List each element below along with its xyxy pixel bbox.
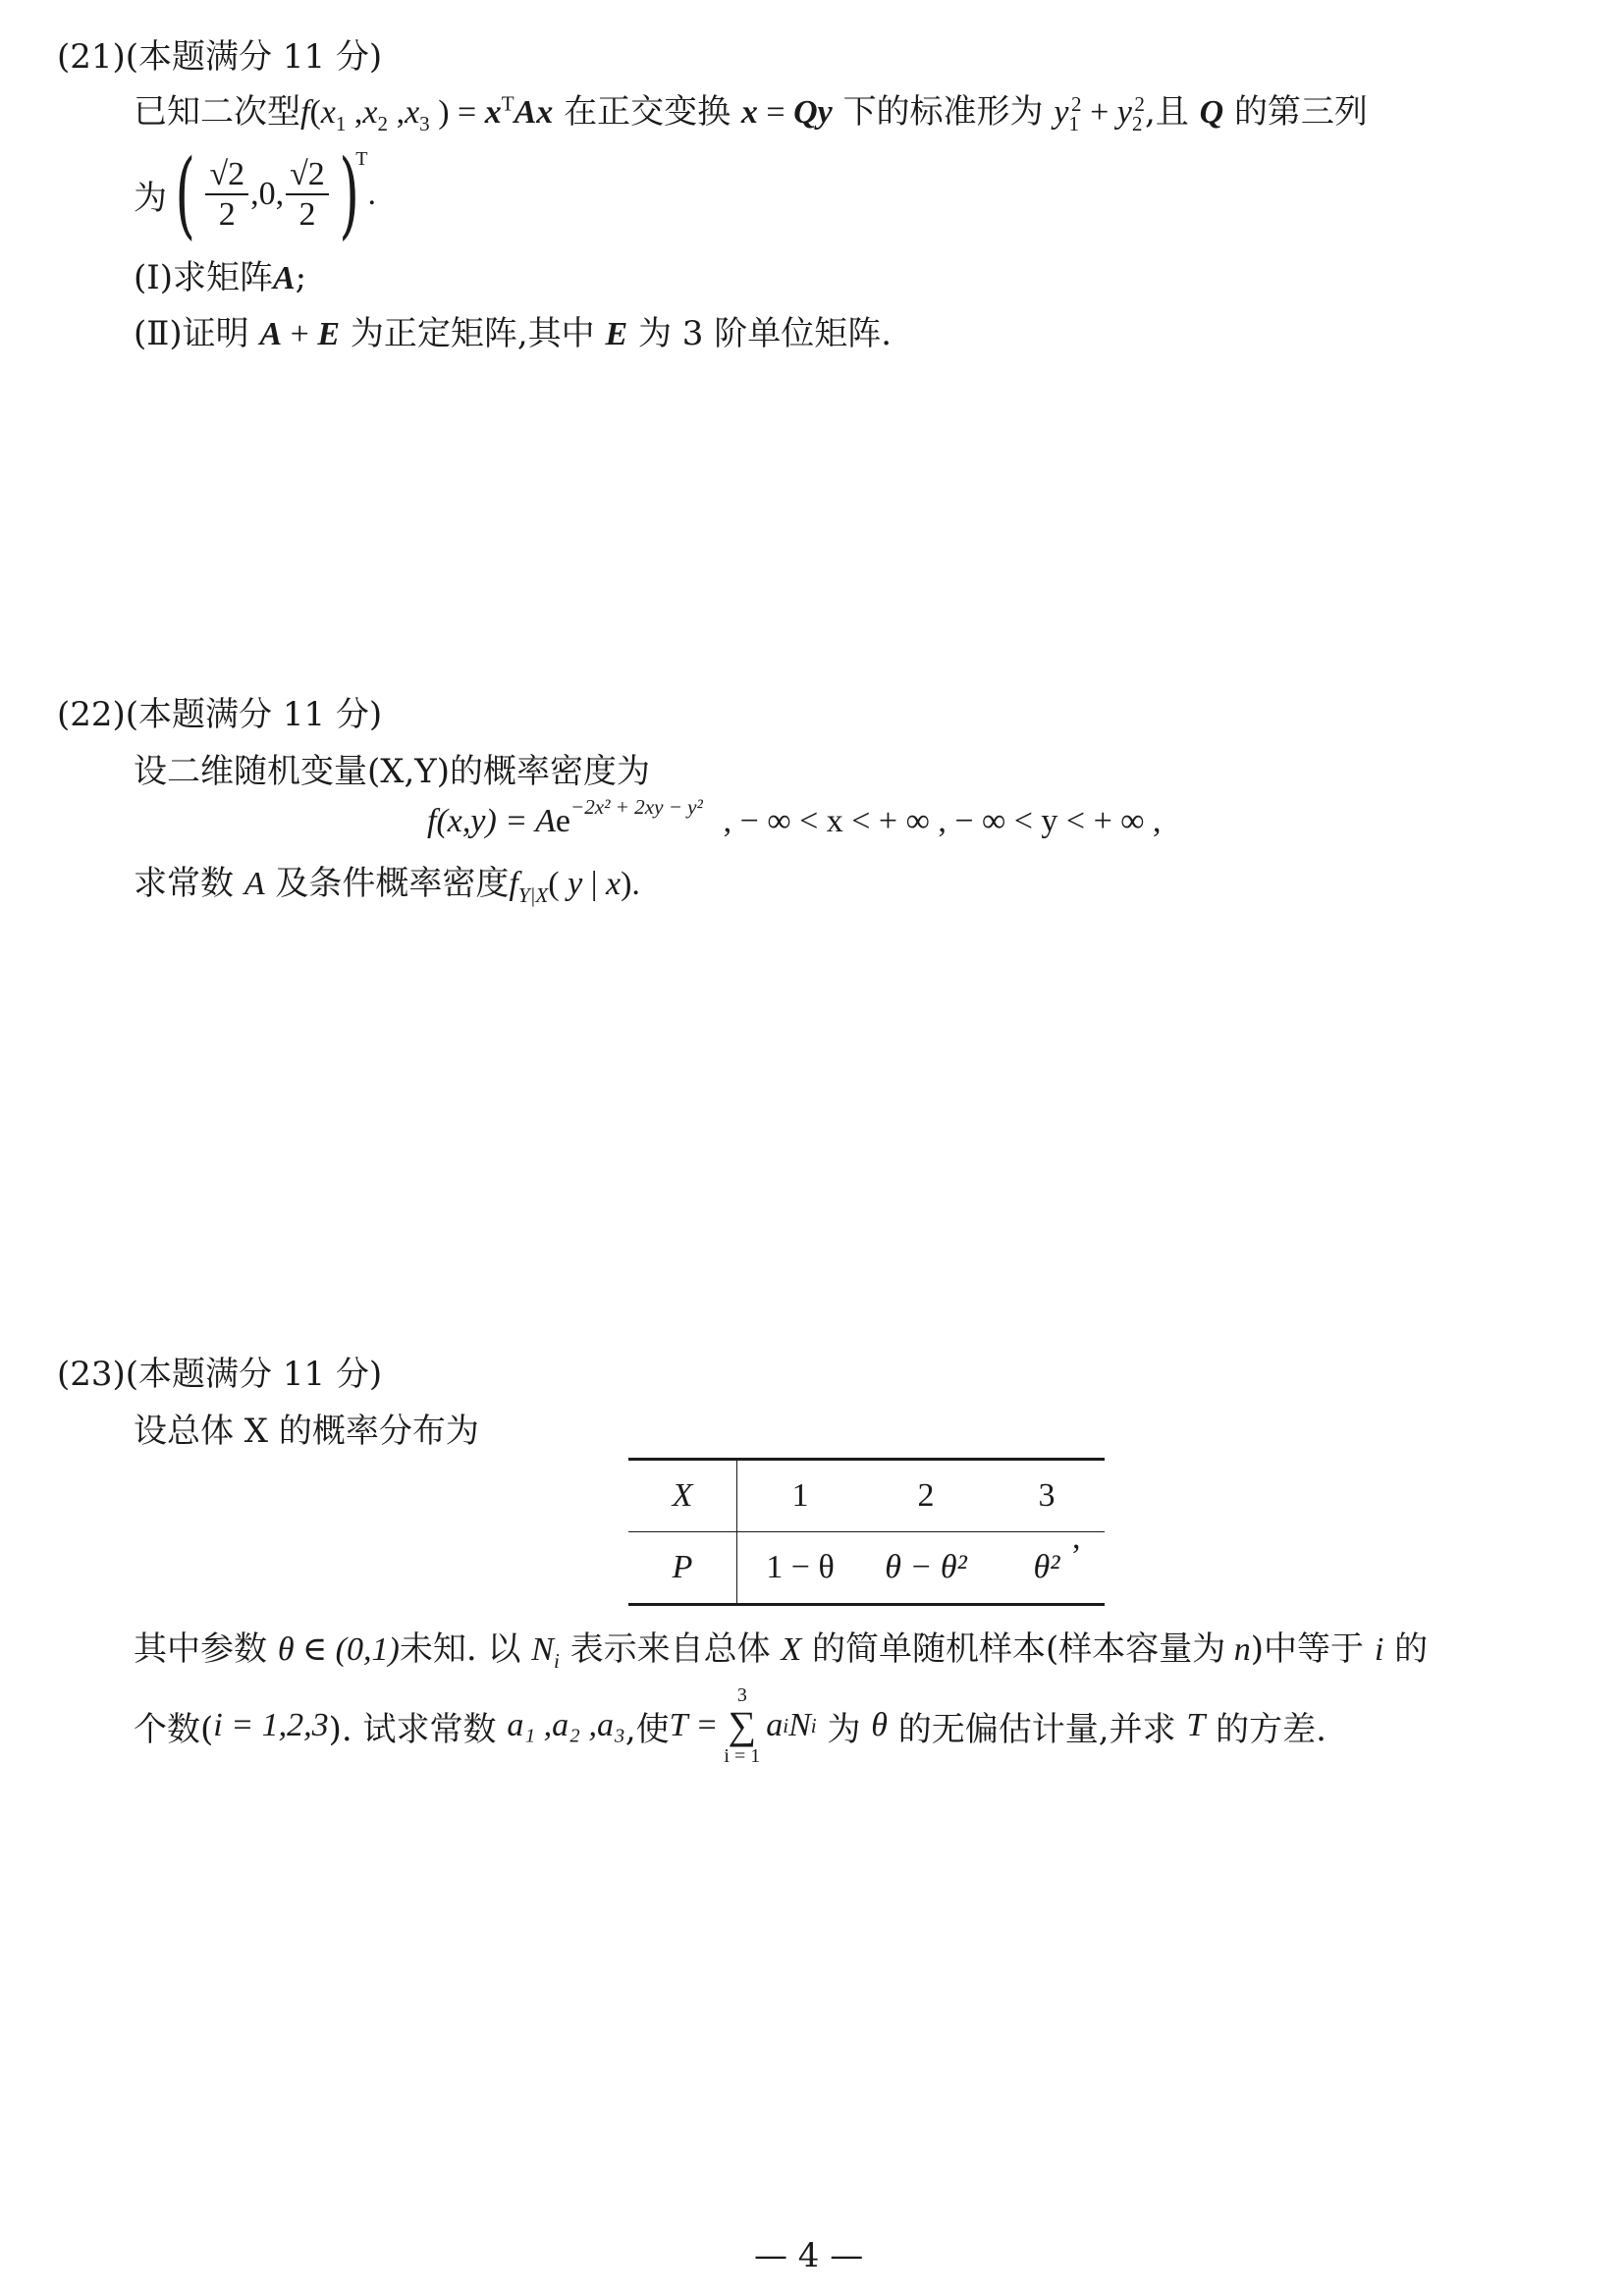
q23-T-eq: T = [669, 1707, 719, 1743]
q21-line2: 为 ( $\frac{√2}{2}$ ,0, $\frac{√2}{2}$ ) T . [134, 139, 376, 249]
q21-part1: (Ⅰ)求矩阵A; [134, 258, 307, 297]
table-cell: θ − θ² [863, 1532, 989, 1605]
q21-part2: (Ⅱ)证明 A + E 为正定矩阵,其中 E 为 3 阶单位矩阵. [134, 314, 893, 353]
q23-line2-end: 的无偏估计量,并求 [897, 1709, 1176, 1749]
q21-text3: 下的标准形为 [842, 92, 1044, 132]
q21-left-paren: ( [175, 139, 196, 249]
q21-text1: 已知二次型 [134, 92, 300, 132]
q23-constants: a₁ ,a₂ ,a₃ [507, 1707, 625, 1743]
q23-line2-use: ,使 [624, 1709, 670, 1749]
q21-transform: x [740, 94, 758, 131]
q22-formula-lhs: f(x,y) = A [427, 803, 556, 839]
q21-text5: 的第三列 [1233, 92, 1368, 132]
q21-part2-middle: 为正定矩阵,其中 [350, 314, 595, 353]
q23-table-comma: , [1072, 1520, 1081, 1556]
q21-right-paren: ) [339, 139, 359, 249]
q23-intro: 设总体 X 的概率分布为 [134, 1412, 479, 1451]
q21-part1-suffix: ; [295, 258, 307, 297]
table-cell: 3 [989, 1460, 1105, 1532]
q23-distribution-table [628, 1458, 1105, 1606]
table-row [628, 1532, 1105, 1605]
q23-line1-rest2: 的简单随机样本(样本容量为 [812, 1629, 1226, 1669]
q23-line2-end2: 的方差. [1216, 1709, 1326, 1749]
q21-header: (21)(本题满分 11 分) [57, 37, 383, 77]
q23-line2: 个数( i = 1,2,3 ). 试求常数 a₁ ,a₂ ,a₃ ,使 T = 3 ∑ i = 1 a i N i 为 θ 的无偏估计量,并求 T 的方差. [134, 1684, 1326, 1767]
table-cell: X [628, 1460, 737, 1532]
q21-quadratic-form: f [300, 94, 310, 131]
q22-formula-range: , − ∞ < x < + ∞ , − ∞ < y < + ∞ , [723, 803, 1162, 839]
table-cell: 2 [863, 1460, 989, 1532]
table-cell: 1 − θ [737, 1532, 864, 1605]
q23-line1-prefix: 其中参数 [134, 1629, 267, 1669]
q23-line2-prefix: 个数( [134, 1709, 214, 1749]
q22-intro: 设二维随机变量(X,Y)的概率密度为 [134, 752, 650, 791]
q21-standard-form: y [1054, 94, 1069, 131]
q21-text6: 为 [134, 178, 167, 218]
q23-line2-suffix: 为 [827, 1709, 861, 1749]
q23-param: θ ∈ (0,1) [277, 1631, 400, 1668]
q23-line1: 其中参数 θ ∈ (0,1)未知. 以 $N_i$ 表示来自总体 X 的简单随机样本(样本容量为 n)中等于 i 的 [134, 1629, 1429, 1673]
q21-line1: 已知二次型$f(x_1$ $,x_2$ $,x_3$ ) = $x^TAx$ 在正交变换 x = Qy 下的标准形为 $y_1^2 + y_2^2$,且 Q 的第三列 [134, 91, 1368, 135]
q21-frac2: $\frac{√2}{2}$ [286, 155, 329, 234]
q23-line2-mid: ). 试求常数 [328, 1709, 497, 1749]
q22-header: (22)(本题满分 11 分) [57, 695, 383, 734]
table-cell: P [628, 1532, 737, 1605]
q21-text2: 在正交变换 [564, 92, 731, 132]
q23-line1-rest3: )中等于 [1250, 1629, 1365, 1669]
q22-ask-middle: 及条件概率密度 [275, 864, 510, 903]
page-number: — 4 — [754, 2236, 864, 2275]
q23-table-wrap [628, 1458, 1105, 1606]
table-cell: θ² [989, 1532, 1105, 1605]
q23-line1-mid: 未知. 以 [399, 1629, 521, 1669]
table-cell: 1 [737, 1460, 864, 1532]
q22-ask-prefix: 求常数 [134, 864, 234, 903]
q21-frac1: $\frac{√2}{2}$ [205, 155, 248, 234]
q21-text4: ,且 [1144, 92, 1189, 132]
q23-line1-end: 的 [1394, 1629, 1429, 1669]
table-row [628, 1460, 1105, 1532]
q23-line1-rest: 表示来自总体 [569, 1629, 771, 1669]
q22-ask: 求常数 A 及条件概率密度$f_{Y|X}$( y | x). [134, 864, 640, 907]
q22-formula: $f(x,y) = Ae^{-2x^2 + 2xy - y^2}$ , − ∞ < x < + ∞ , − ∞ < y < + ∞ , [427, 794, 1162, 839]
q21-part2-suffix: 为 3 阶单位矩阵. [637, 314, 893, 353]
q23-header: (23)(本题满分 11 分) [57, 1355, 383, 1394]
summation-icon: 3 ∑ i = 1 [724, 1684, 761, 1767]
q21-part1-text: (Ⅰ)求矩阵 [134, 258, 273, 297]
q23-range: i = 1,2,3 [213, 1707, 329, 1743]
q21-part2-text: (Ⅱ)证明 [134, 314, 249, 353]
